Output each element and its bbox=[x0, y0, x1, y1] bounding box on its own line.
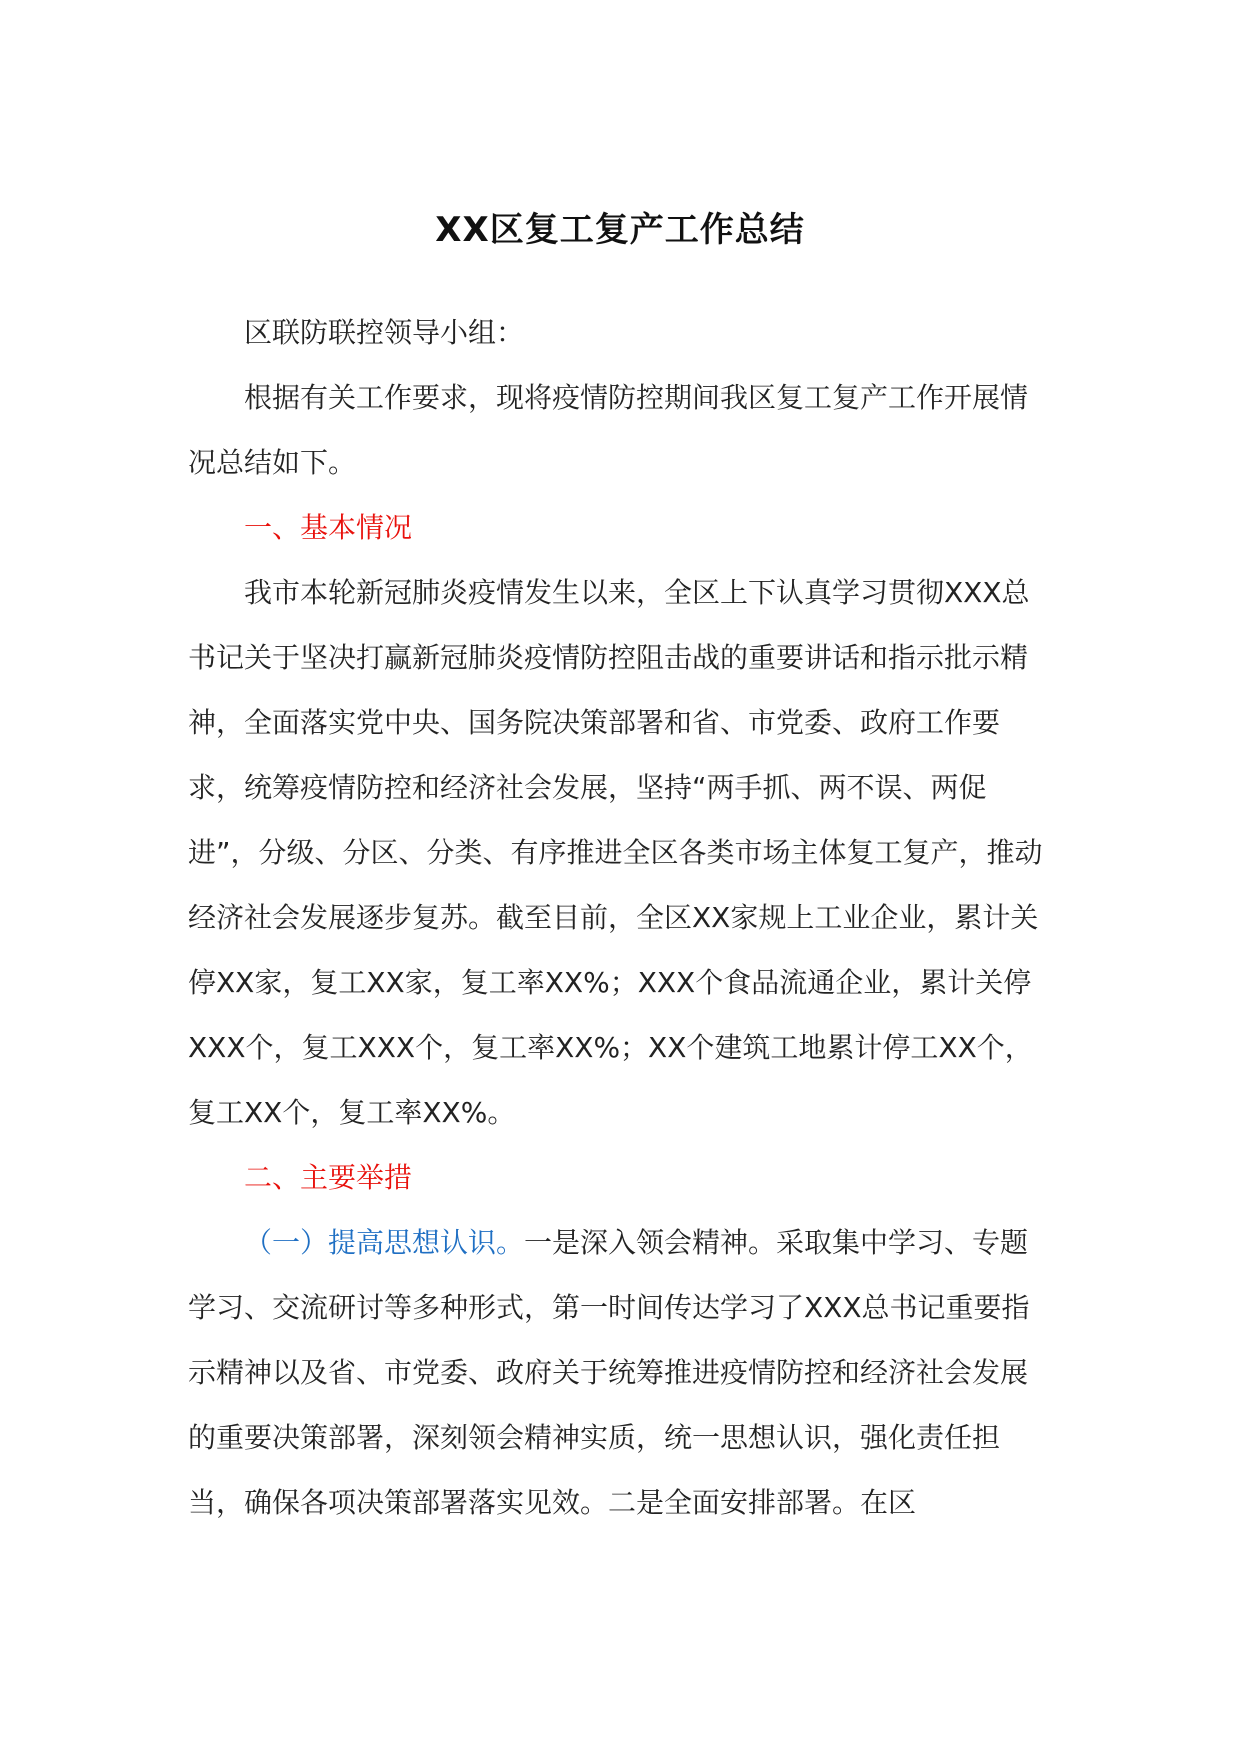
intro-paragraph: 根据有关工作要求，现将疫情防控期间我区复工复产工作开展情况总结如下。 bbox=[188, 381, 1029, 479]
basic-situation-paragraph: 我市本轮新冠肺炎疫情发生以来，全区上下认真学习贯彻XXX总书记关于坚决打赢新冠肺炎疫情防控阻击战的重要讲话和指示批示精神，全面落实党中央、国务院决策部署和省、市党委、政府工作要求，统筹疫情防控和经济社会发展，坚持“两手抓、两不误、两促进”，分级、分区、分类、有序推进全区各类市场主体复工复产，推动经济社会发展逐步复苏。截至目前，全区XX家规上工业企业，累计关停XX家，复工XX家，复工率XX%；XXX个食品流通企业，累计关停XXX个，复工XXX个，复工率XX%；XX个建筑工地累计停工XX个，复工XX个，复工率XX%。 bbox=[188, 576, 1043, 1129]
document-body bbox=[188, 300, 1048, 1535]
section-heading-main-measures: 二、主要举措 bbox=[244, 1161, 413, 1194]
subsection-heading-thinking: （一）提高思想认识。 bbox=[244, 1226, 525, 1259]
salutation: 区联防联控领导小组： bbox=[244, 316, 525, 349]
document-title: XX区复工复产工作总结 bbox=[435, 210, 805, 250]
section-heading-basic-situation: 一、基本情况 bbox=[244, 511, 413, 544]
subsection-text-thinking: 一是深入领会精神。采取集中学习、专题学习、交流研讨等多种形式，第一时间传达学习了XXX总书记重要指示精神以及省、市党委、政府关于统筹推进疫情防控和经济社会发展的重要决策部署，深刻领会精神实质，统一思想认识，强化责任担当，确保各项决策部署落实见效。二是全面安排部署。在区 bbox=[188, 1226, 1030, 1519]
main-measures-paragraph bbox=[188, 1210, 1048, 1535]
